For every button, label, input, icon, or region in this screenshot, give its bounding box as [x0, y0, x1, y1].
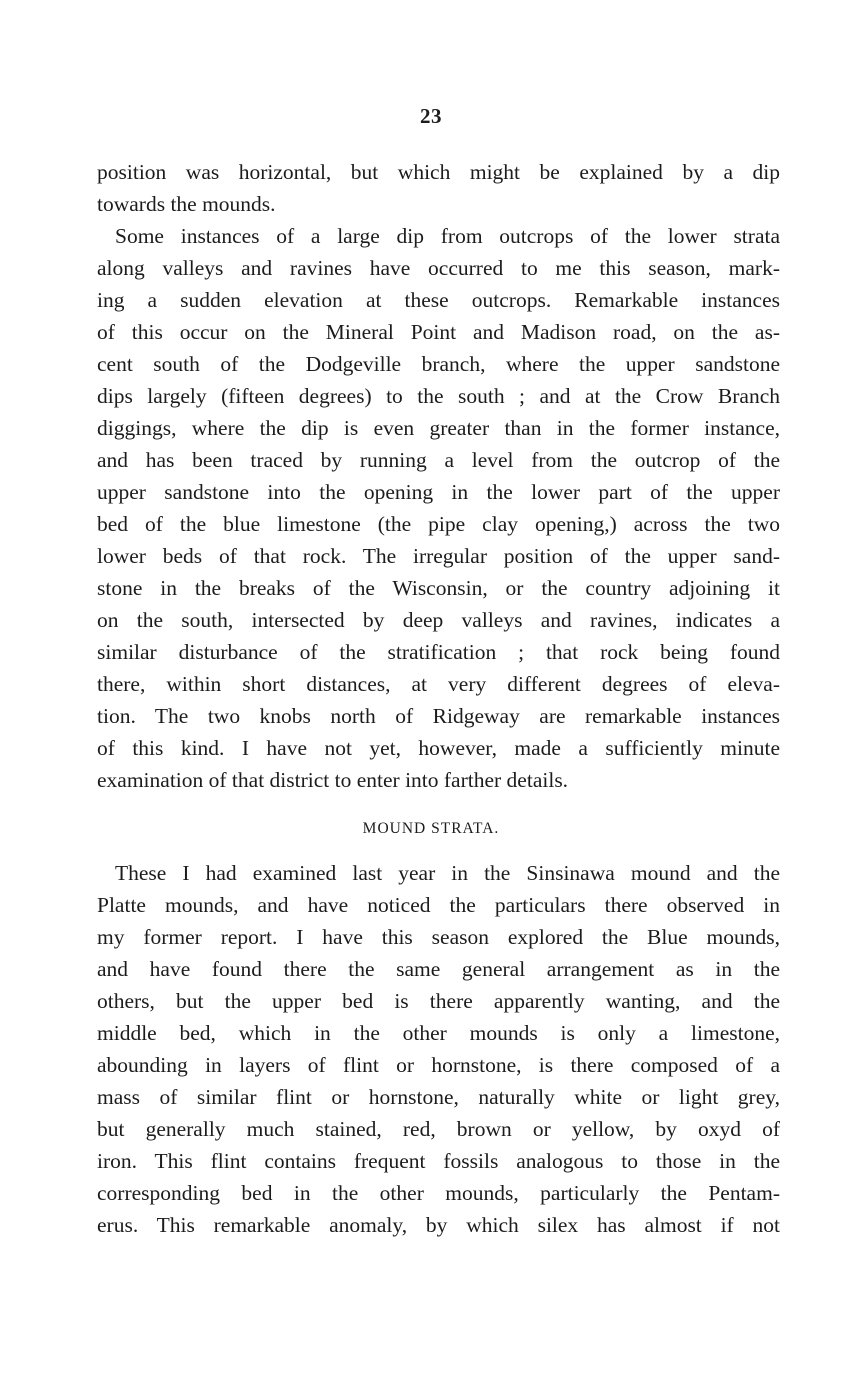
text-line: bed of the blue limestone (the pipe clay opening,) across the two	[97, 512, 780, 536]
text-line: stone in the breaks of the Wisconsin, or the country adjoining it	[97, 576, 780, 600]
text-line: middle bed, which in the other mounds is only a limestone,	[97, 1021, 780, 1045]
text-line: abounding in layers of flint or hornstone, is there composed of a	[97, 1053, 780, 1077]
text-line: others, but the upper bed is there apparently wanting, and the	[97, 989, 780, 1013]
text-line: similar disturbance of the stratification ; that rock being found	[97, 640, 780, 664]
text-line: and has been traced by running a level from the outcrop of the	[97, 448, 780, 472]
page-number: 23	[420, 104, 442, 128]
text-line: towards the mounds.	[97, 192, 276, 216]
text-line: examination of that district to enter into farther details.	[97, 768, 569, 792]
text-line: erus. This remarkable anomaly, by which silex has almost if not	[97, 1213, 780, 1237]
text-line: on the south, intersected by deep valleys and ravines, indicates a	[97, 608, 780, 632]
text-line: diggings, where the dip is even greater than in the former instance,	[97, 416, 780, 440]
text-line: upper sandstone into the opening in the lower part of the upper	[97, 480, 780, 504]
text-line: but generally much stained, red, brown or yellow, by oxyd of	[97, 1117, 780, 1141]
text-line: Platte mounds, and have noticed the particulars there observed in	[97, 893, 780, 917]
text-line: cent south of the Dodgeville branch, where the upper sandstone	[97, 352, 780, 376]
text-line: ing a sudden elevation at these outcrops. Remarkable instances	[97, 288, 780, 312]
text-line: position was horizontal, but which might be explained by a dip	[97, 160, 780, 184]
text-line: mass of similar flint or hornstone, naturally white or light grey,	[97, 1085, 780, 1109]
text-line: there, within short distances, at very different degrees of eleva-	[97, 672, 780, 696]
text-line: of this occur on the Mineral Point and Madison road, on the as-	[97, 320, 780, 344]
text-line: my former report. I have this season explored the Blue mounds,	[97, 925, 780, 949]
text-line: These I had examined last year in the Sinsinawa mound and the	[115, 861, 780, 885]
text-line: and have found there the same general arrangement as in the	[97, 957, 780, 981]
text-line: tion. The two knobs north of Ridgeway are remarkable instances	[97, 704, 780, 728]
text-line: iron. This flint contains frequent fossils analogous to those in the	[97, 1149, 780, 1173]
section-heading: MOUND STRATA.	[362, 820, 500, 837]
text-line: Some instances of a large dip from outcrops of the lower strata	[115, 224, 780, 248]
text-line: along valleys and ravines have occurred to me this season, mark-	[97, 256, 780, 280]
text-line: corresponding bed in the other mounds, particularly the Pentam-	[97, 1181, 780, 1205]
text-line: lower beds of that rock. The irregular position of the upper sand-	[97, 544, 780, 568]
text-line: dips largely (fifteen degrees) to the south ; and at the Crow Branch	[97, 384, 780, 408]
text-line: of this kind. I have not yet, however, made a sufficiently minute	[97, 736, 780, 760]
